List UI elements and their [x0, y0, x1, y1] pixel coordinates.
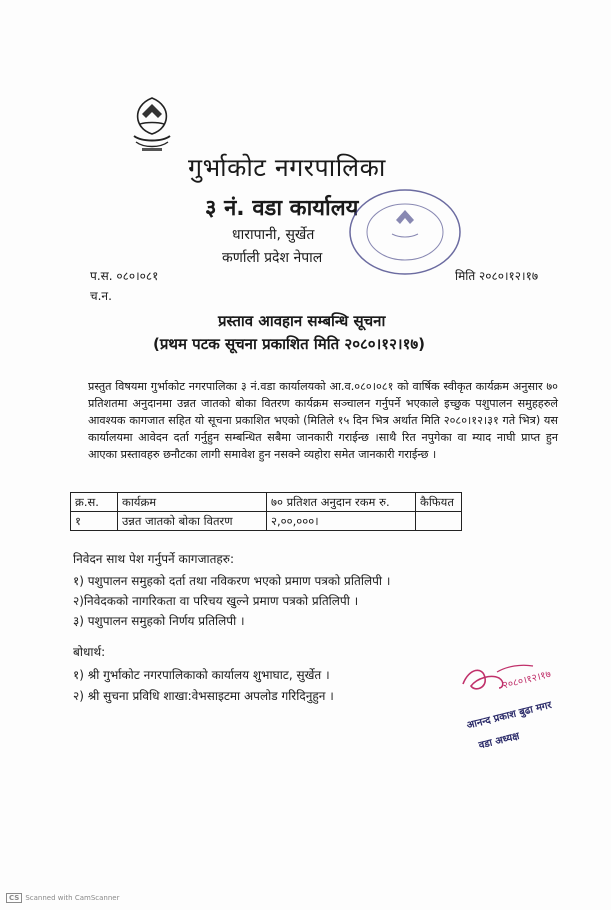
- table-cell: २,००,०००।: [267, 512, 416, 531]
- address-line-2: कर्णाली प्रदेश नेपाल: [222, 250, 323, 266]
- bodhartha-heading: बोधार्थ:: [73, 645, 106, 659]
- list-item: १) पशुपालन समुहको दर्ता तथा नविकरण भएको प्रमाण पत्रको प्रतिलिपी ।: [73, 574, 391, 588]
- list-item: २)निवेदकको नागरिकता वा परिचय खुल्ने प्रमाण पत्रको प्रतिलिपी ।: [73, 594, 359, 608]
- table-header-row: [71, 493, 462, 512]
- camscanner-icon: CS: [6, 893, 22, 903]
- list-item: १) श्री गुर्भाकोट नगरपालिकाको कार्यालय शुभाघाट, सुर्खेत ।: [73, 668, 330, 682]
- table-row: [71, 512, 462, 531]
- ward-office-name: ३ नं. वडा कार्यालय: [205, 196, 359, 221]
- table-cell: १: [71, 512, 118, 531]
- notice-body: प्रस्तुत विषयमा गुर्भाकोट नगरपालिका ३ नं.वडा कार्यालयको आ.व.०८०।०८१ को वार्षिक स्वीकृत कार्यक्रम अनुसार ७० प्रतिशतमा अनुदानमा उन्नत जातको बोका वितरण कार्यक्रम सञ्चालन गर्नुपर्ने भएकाले इच्छुक पशुपालन समुहहरुले आवश्यक कागजात सहित यो सूचना प्रकाशित भएको (मितिले १५ दिन भित्र अर्थात मिति २०८०।१२।३१ गते भित्र) यस कार्यालयमा आवेदन दर्ता गर्नुहुन सम्बन्धित सबैमा जानकारी गराईन्छ ।साथै रित नपुगेका वा म्याद नाघी प्राप्त हुन आएका प्रस्तावहरु छनौटका लागी समावेश हुन नसक्ने व्यहोरा समेत जानकारी गराईन्छ ।: [88, 380, 558, 461]
- table-header: ७० प्रतिशत अनुदान रकम रु.: [267, 493, 416, 512]
- signature-block: [455, 648, 595, 752]
- notice-title: प्रस्ताव आवहान सम्बन्धि सूचना: [218, 312, 386, 330]
- notice-subtitle: (प्रथम पटक सूचना प्रकाशित मिति २०८०।१२।१७): [153, 335, 426, 353]
- table-header: कार्यक्रम: [118, 493, 267, 512]
- table-header: कैफियत: [416, 493, 462, 512]
- table-header: क्र.स.: [71, 493, 118, 512]
- office-name: गुर्भाकोट नगरपालिका: [188, 153, 386, 182]
- nepal-emblem-icon: [128, 96, 176, 156]
- notice-date: मिति २०८०।१२।१७: [455, 269, 539, 283]
- program-table: [70, 492, 462, 531]
- reference-number: प.स. ०८०।०८१: [90, 269, 159, 283]
- signatory-role: वडा अध्यक्ष: [477, 730, 521, 752]
- table-cell: उन्नत जातको बोका वितरण: [118, 512, 267, 531]
- scanner-watermark: [6, 893, 119, 903]
- office-stamp: [346, 186, 464, 278]
- signatory-name: आनन्द प्रकाश बुढा मगर: [465, 699, 553, 732]
- list-item: २) श्री सुचना प्रविधि शाखा:वेभसाइटमा अपलोड गरिदिनुहुन ।: [73, 689, 334, 703]
- table-cell: [416, 512, 462, 531]
- scanner-watermark-text: Scanned with CamScanner: [25, 894, 120, 902]
- documents-heading: निवेदन साथ पेश गर्नुपर्ने कागजातहरु:: [73, 552, 235, 566]
- address-line-1: धारापानी, सुर्खेत: [232, 227, 315, 243]
- dispatch-number: च.न.: [90, 289, 112, 303]
- signature-date: २०८०।१२।१७: [501, 669, 553, 692]
- list-item: ३) पशुपालन समुहको निर्णय प्रतिलिपी ।: [73, 614, 245, 628]
